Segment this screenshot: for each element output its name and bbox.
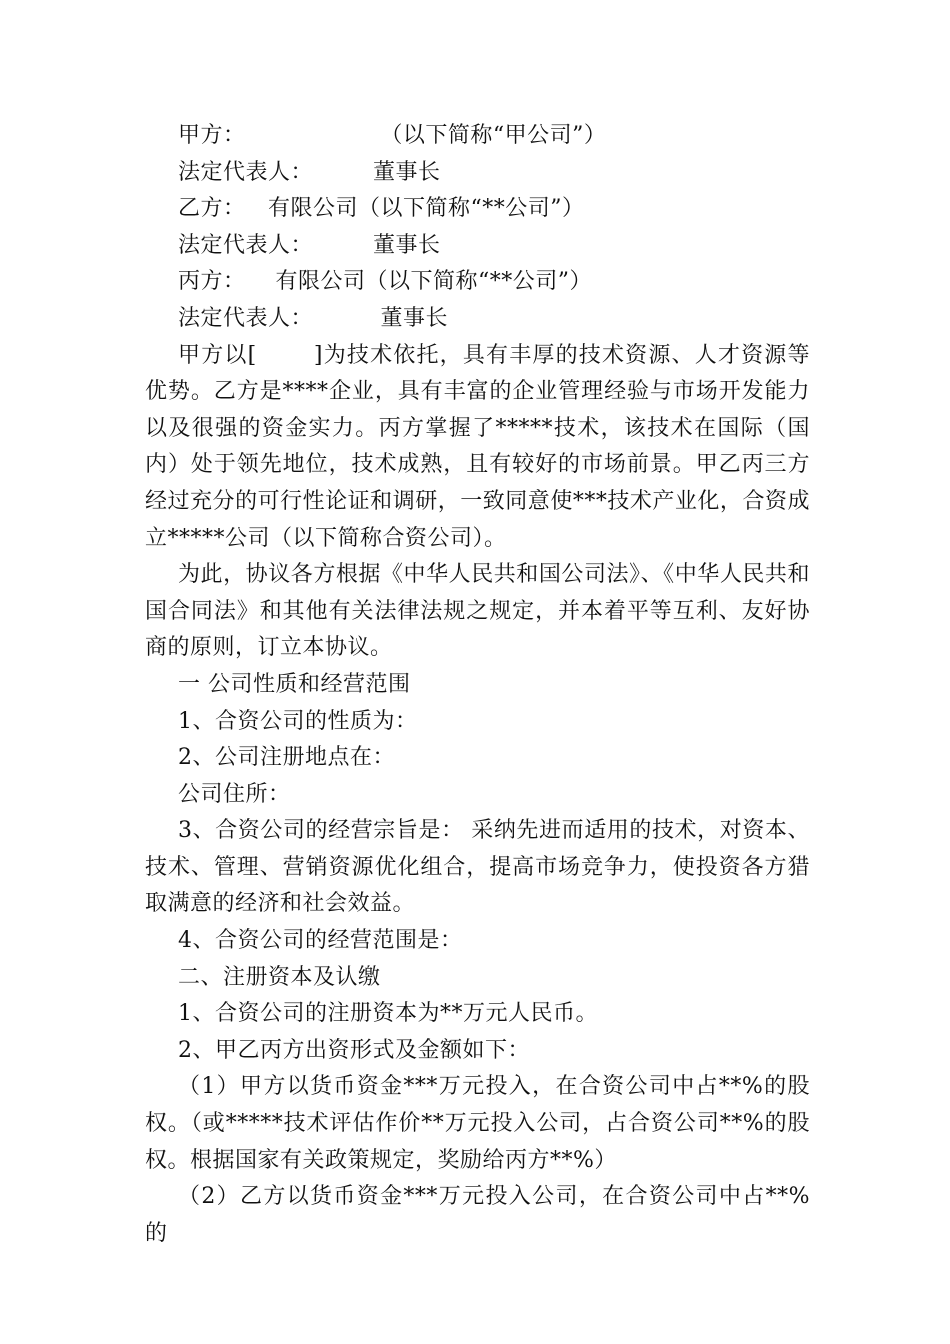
party-b-representative: 法定代表人： 董事长 xyxy=(178,232,441,258)
clause-1-3: 3、合资公司的经营宗旨是： 采纳先进而适用的技术，对资本、技术、管理、营销资源优化组合，提高市场竞争力，使投资各方猎取满意的经济和社会效益。 xyxy=(145,818,810,917)
clause-2-1: 1、合资公司的注册资本为**万元人民币。 xyxy=(178,1001,598,1027)
clause-1-2: 2、公司注册地点在： xyxy=(178,745,395,771)
clause-1-4: 4、合资公司的经营范围是： xyxy=(178,928,463,954)
section-two-heading: 二、注册资本及认缴 xyxy=(178,964,381,990)
party-a-line: 甲方： （以下简称“甲公司”） xyxy=(178,123,607,148)
section-one-heading: 一 公司性质和经营范围 xyxy=(178,671,411,697)
clause-2-2-item-1: （1）甲方以货币资金***万元投入，在合资公司中占**%的股权。（或*****技术评估作价**万元投入公司，占合资公司**%的股权。根据国家有关政策规定，奖励给丙方**%） xyxy=(145,1074,810,1173)
party-c-line: 丙方： 有限公司（以下简称“**公司”） xyxy=(178,269,592,295)
clause-1-1: 1、合资公司的性质为： xyxy=(178,708,418,734)
background-paragraph: 甲方以[ ]为技术依托，具有丰厚的技术资源、人才资源等优势。乙方是****企业，具有丰富的企业管理经验与市场开发能力以及很强的资金实力。丙方掌握了*****技术，该技术在国际（国内）处于领先地位，技术成熟，且有较好的市场前景。甲乙丙三方经过充分的可行性论证和调研，一致同意使***技术产业化，合资成立*****公司（以下简称合资公司）。 xyxy=(145,342,810,551)
clause-2-2-item-2: （2）乙方以货币资金***万元投入公司，在合资公司中占**%的 xyxy=(145,1184,810,1246)
party-a-representative: 法定代表人： 董事长 xyxy=(178,159,441,185)
legal-basis-paragraph: 为此，协议各方根据《中华人民共和国公司法》、《中华人民共和国合同法》和其他有关法律法规之规定，并本着平等互利、友好协商的原则，订立本协议。 xyxy=(145,562,810,661)
company-address: 公司住所： xyxy=(178,781,291,807)
party-b-line: 乙方： 有限公司（以下简称“**公司”） xyxy=(178,196,585,222)
party-c-representative: 法定代表人： 董事长 xyxy=(178,305,448,331)
clause-2-2: 2、甲乙丙方出资形式及金额如下： xyxy=(178,1037,530,1063)
document-body xyxy=(145,118,810,1252)
